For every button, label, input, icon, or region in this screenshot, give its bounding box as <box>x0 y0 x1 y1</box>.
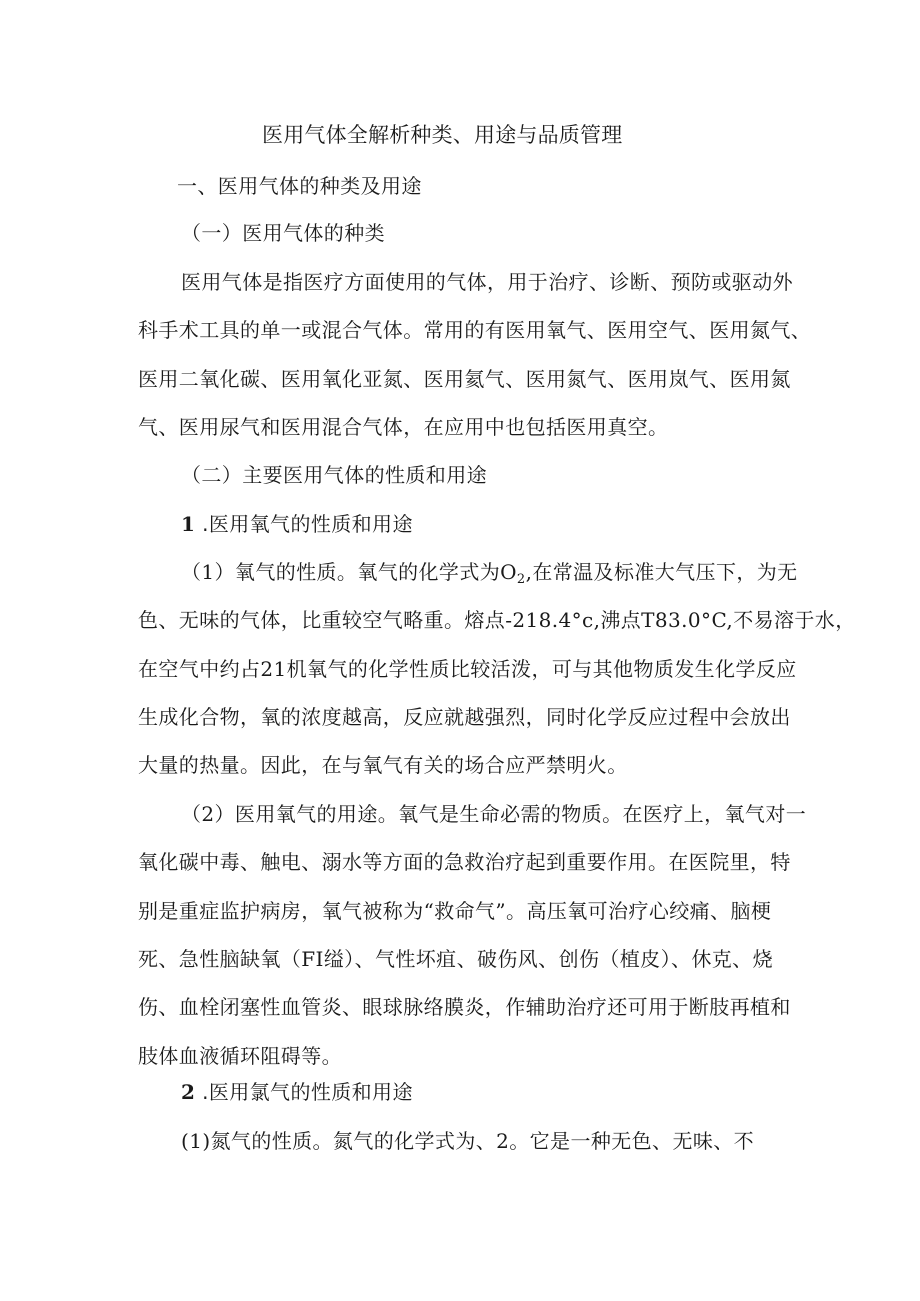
paragraph-line: (1)氮气的性质。氮气的化学式为、2。它是一种无色、无味、不 <box>181 1129 755 1153</box>
paragraph-line: （2）医用氧气的用途。氧气是生命必需的物质。在医疗上，氧气对一 <box>181 802 807 826</box>
section-heading: 一、医用气体的种类及用途 <box>177 174 422 198</box>
paragraph-line: 气、医用尿气和医用混合气体，在应用中也包括医用真空。 <box>138 415 669 439</box>
paragraph-line: 伤、血栓闭塞性血管炎、眼球脉络膜炎，作辅助治疗还可用于断肢再植和 <box>138 995 791 1019</box>
item-number: 1 <box>181 512 196 536</box>
item-heading <box>181 1078 413 1106</box>
paragraph-line: 在空气中约占21机氧气的化学性质比较活泼，可与其他物质发生化学反应 <box>138 657 797 681</box>
paragraph-line: 医用二氧化碳、医用氧化亚氮、医用氦气、医用氮气、医用岚气、医用氮 <box>138 367 791 391</box>
paragraph-line <box>181 558 798 586</box>
item-number: 2 <box>181 1080 196 1104</box>
page-title: 医用气体全解析种类、用途与品质管理 <box>262 123 623 147</box>
text-segment: ,在常温及标准大气压下，为无 <box>525 560 798 584</box>
paragraph-line: 科手术工具的单一或混合气体。常用的有医用氧气、医用空气、医用氮气、 <box>138 318 812 342</box>
subsection-heading: （一）医用气体的种类 <box>181 221 385 245</box>
paragraph-line: 医用气体是指医疗方面使用的气体，用于治疗、诊断、预防或驱动外 <box>181 270 793 294</box>
subscript: 2 <box>516 572 526 587</box>
item-heading <box>181 510 413 538</box>
paragraph-line: 色、无味的气体，比重较空气略重。熔点-218.4°c,沸点T83.0°C,不易溶于水， <box>138 608 856 632</box>
paragraph-line: 大量的热量。因此，在与氧气有关的场合应严禁明火。 <box>138 753 628 777</box>
text-segment: （1）氧气的性质。氧气的化学式为O <box>181 560 517 584</box>
paragraph-line: 肢体血液循环阻碍等。 <box>138 1044 342 1068</box>
paragraph-line: 生成化合物，氧的浓度越高，反应就越强烈，同时化学反应过程中会放出 <box>138 705 791 729</box>
paragraph-line: 别是重症监护病房，氧气被称为“救命气”。高压氧可治疗心绞痛、脑梗 <box>138 899 772 923</box>
paragraph-line: 氧化碳中毒、触电、溺水等方面的急救治疗起到重要作用。在医院里，特 <box>138 850 791 874</box>
paragraph-line: 死、急性脑缺氧（FI缢）、气性坏疽、破伤风、创伤（植皮）、休克、烧 <box>138 947 773 971</box>
item-title: .医用氧气的性质和用途 <box>202 512 413 536</box>
item-title: .医用氯气的性质和用途 <box>202 1080 413 1104</box>
subsection-heading: （二）主要医用气体的性质和用途 <box>181 463 487 487</box>
